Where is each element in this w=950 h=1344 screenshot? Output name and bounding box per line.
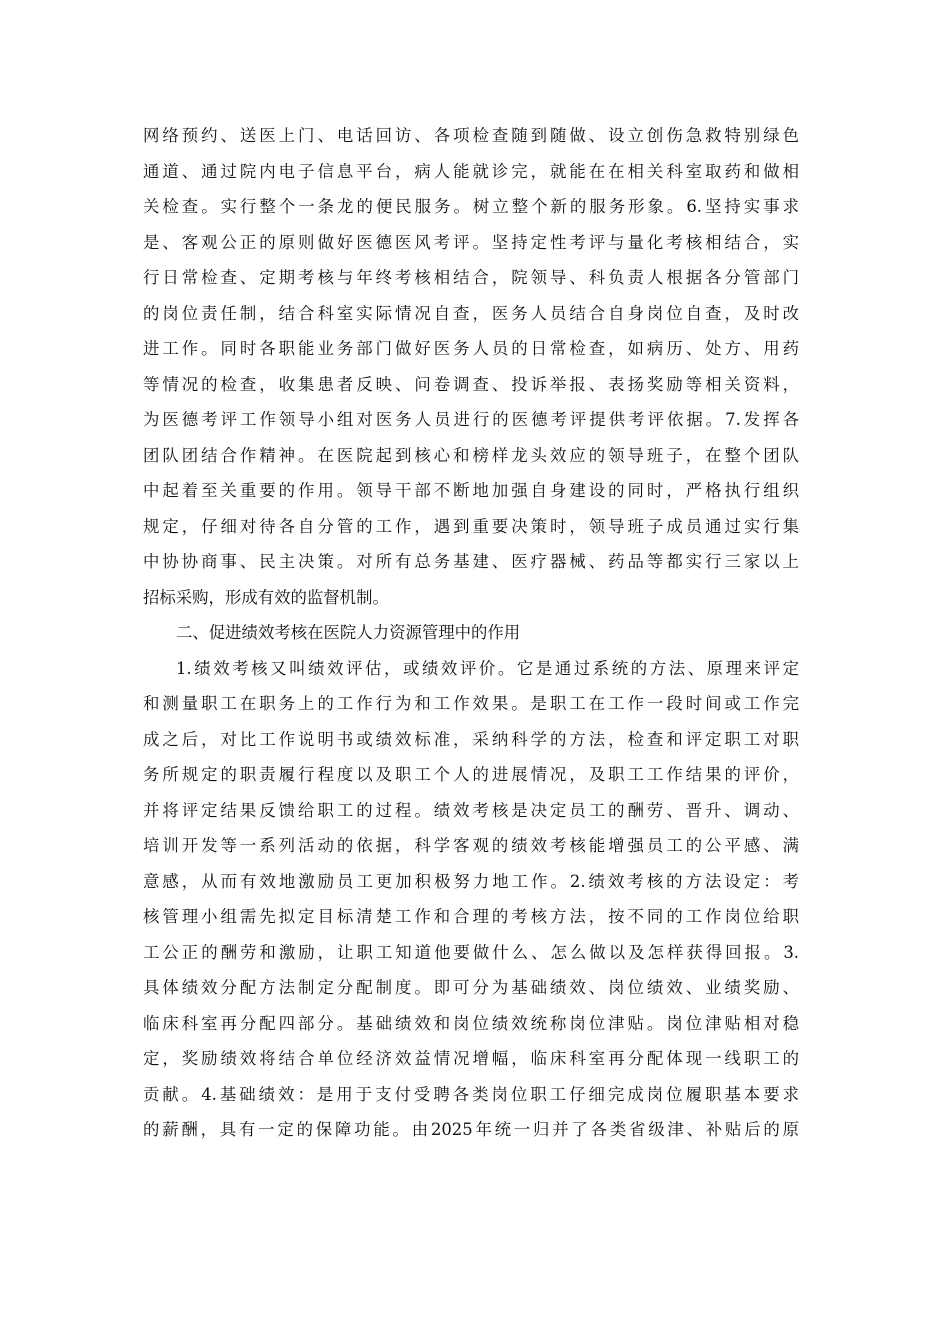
text-line: 网络预约、送医上门、电话回访、各项检查随到随做、设立创伤急救特别绿色 [143,126,799,145]
text-line: 是、客观公正的原则做好医德医风考评。坚持定性考评与量化考核相结合，实 [143,232,799,252]
text-line: 招标采购，形成有效的监督机制。 [143,587,389,607]
text-line: 意感，从而有效地激励员工更加积极努力地工作。2.绩效考核的方法设定：考 [143,871,799,891]
text-line: 和测量职工在职务上的工作行为和工作效果。是职工在工作一段时间或工作完 [143,694,799,713]
text-line: 通道、通过院内电子信息平台，病人能就诊完，就能在在相关科室取药和做相 [143,161,799,181]
text-line: 贡献。4.基础绩效：是用于支付受聘各类岗位职工仔细完成岗位履职基本要求 [143,1084,799,1104]
text-line: 等情况的检查，收集患者反映、问卷调查、投诉举报、表扬奖励等相关资料， [143,374,799,394]
text-line: 的薪酬，具有一定的保障功能。由2025年统一归并了各类省级津、补贴后的原 [143,1120,799,1139]
text-line: 中起着至关重要的作用。领导干部不断地加强自身建设的同时，严格执行组织 [143,481,799,500]
text-line: 临床科室再分配四部分。基础绩效和岗位绩效统称岗位津贴。岗位津贴相对稳 [143,1013,799,1033]
text-line: 行日常检查、定期考核与年终考核相结合，院领导、科负责人根据各分管部门 [143,268,799,287]
text-line: 1.绩效考核又叫绩效评估，或绩效评价。它是通过系统的方法、原理来评定 [176,658,799,678]
text-line: 成之后，对比工作说明书或绩效标准，采纳科学的方法，检查和评定职工对职 [143,729,799,749]
text-line: 工公正的酬劳和激励，让职工知道他要做什么、怎么做以及怎样获得回报。3. [143,942,799,962]
body-text [143,118,799,1148]
text-line: 务所规定的职责履行程度以及职工个人的进展情况，及职工工作结果的评价， [143,765,799,784]
text-line: 并将评定结果反馈给职工的过程。绩效考核是决定员工的酬劳、晋升、调动、 [143,800,799,820]
text-line: 进工作。同时各职能业务部门做好医务人员的日常检查，如病历、处方、用药 [143,339,799,358]
text-line: 二、促进绩效考核在医院人力资源管理中的作用 [176,623,521,642]
text-line: 中协协商事、民主决策。对所有总务基建、医疗器械、药品等都实行三家以上 [143,552,799,571]
text-line: 核管理小组需先拟定目标清楚工作和合理的考核方法，按不同的工作岗位给职 [143,907,799,926]
text-line: 为医德考评工作领导小组对医务人员进行的医德考评提供考评依据。7.发挥各 [143,410,799,429]
text-line: 培训开发等一系列活动的依据，科学客观的绩效考核能增强员工的公平感、满 [143,836,799,855]
text-line: 规定，仔细对待各自分管的工作，遇到重要决策时，领导班子成员通过实行集 [143,516,799,536]
text-line: 关检查。实行整个一条龙的便民服务。树立整个新的服务形象。6.坚持实事求 [143,197,799,216]
text-line: 具体绩效分配方法制定分配制度。即可分为基础绩效、岗位绩效、业绩奖励、 [143,978,799,997]
text-line: 团队团结合作精神。在医院起到核心和榜样龙头效应的领导班子，在整个团队 [143,445,799,465]
text-line: 的岗位责任制，结合科室实际情况自查，医务人员结合自身岗位自查，及时改 [143,303,799,323]
text-line: 定，奖励绩效将结合单位经济效益情况增幅，临床科室再分配体现一线职工的 [143,1049,799,1068]
